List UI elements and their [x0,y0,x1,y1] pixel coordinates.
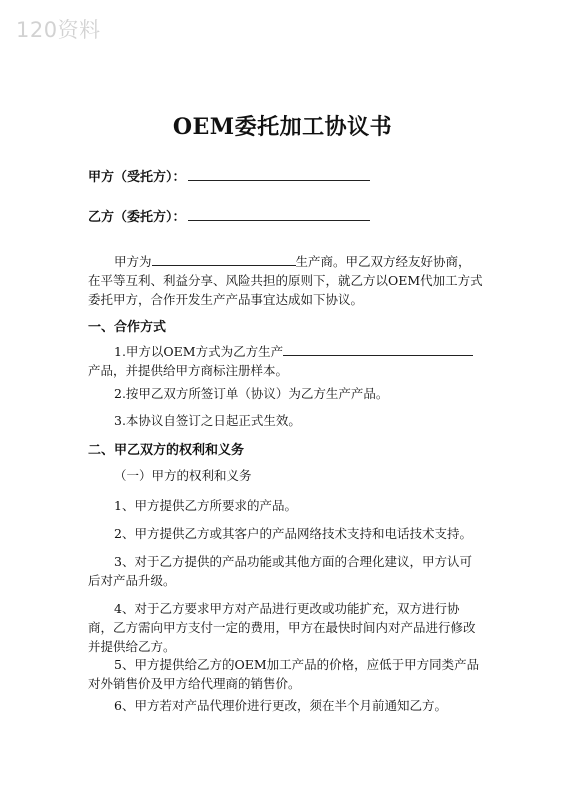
product-blank [283,343,473,356]
party-b-row [88,206,370,225]
intro-text-rest: 生产商。甲乙双方经友好协商，在平等互利、利益分享、风险共担的原则下，就乙方以OEM代加工方式委托甲方，合作开发生产产品事宜达成如下协议。 [88,254,483,307]
section-2-item-1: 1、甲方提供乙方所要求的产品。 [114,498,297,513]
section-1-item-1 [88,342,483,380]
item-1-text-rest: 产品，并提供给甲方商标注册样本。 [88,363,289,378]
section-2-subheading: （一）甲方的权利和义务 [114,468,252,483]
item-1-text-start: 1.甲方以OEM方式为乙方生产 [114,344,284,359]
section-2-item-4: 4、对于乙方要求甲方对产品进行更改或功能扩充，双方进行协商，乙方需向甲方支付一定的费用，甲方在最快时间内对产品进行修改并提供给乙方。 [88,601,476,654]
party-a-blank [188,168,370,181]
party-b-blank [188,208,370,221]
party-a-label: 甲方（受托方）： [88,170,186,185]
document-title: OEM委托加工协议书 [172,114,393,140]
section-2-item-6: 6、甲方若对产品代理价进行更改，须在半个月前通知乙方。 [114,698,447,713]
manufacturer-blank [152,253,296,266]
intro-text-start: 甲方为 [114,254,152,269]
section-2-heading: 二、甲乙双方的权利和义务 [88,443,245,458]
section-2-item-2: 2、甲方提供乙方或其客户的产品网络技术支持和电话技术支持。 [114,526,472,541]
party-b-label: 乙方（委托方）： [88,210,186,225]
intro-paragraph [88,252,483,309]
watermark: 120资料 [16,18,101,42]
section-2-item-3: 3、对于乙方提供的产品功能或其他方面的合理化建议，甲方认可后对产品升级。 [88,554,472,588]
section-1-heading: 一、合作方式 [88,320,167,335]
party-a-row [88,166,370,185]
section-2-item-5: 5、甲方提供给乙方的OEM加工产品的价格，应低于甲方同类产品对外销售价及甲方给代理商的销售价。 [88,657,480,691]
section-1-item-3: 3.本协议自签订之日起正式生效。 [114,413,301,428]
section-1-item-2: 2.按甲乙双方所签订单（协议）为乙方生产产品。 [114,386,389,401]
